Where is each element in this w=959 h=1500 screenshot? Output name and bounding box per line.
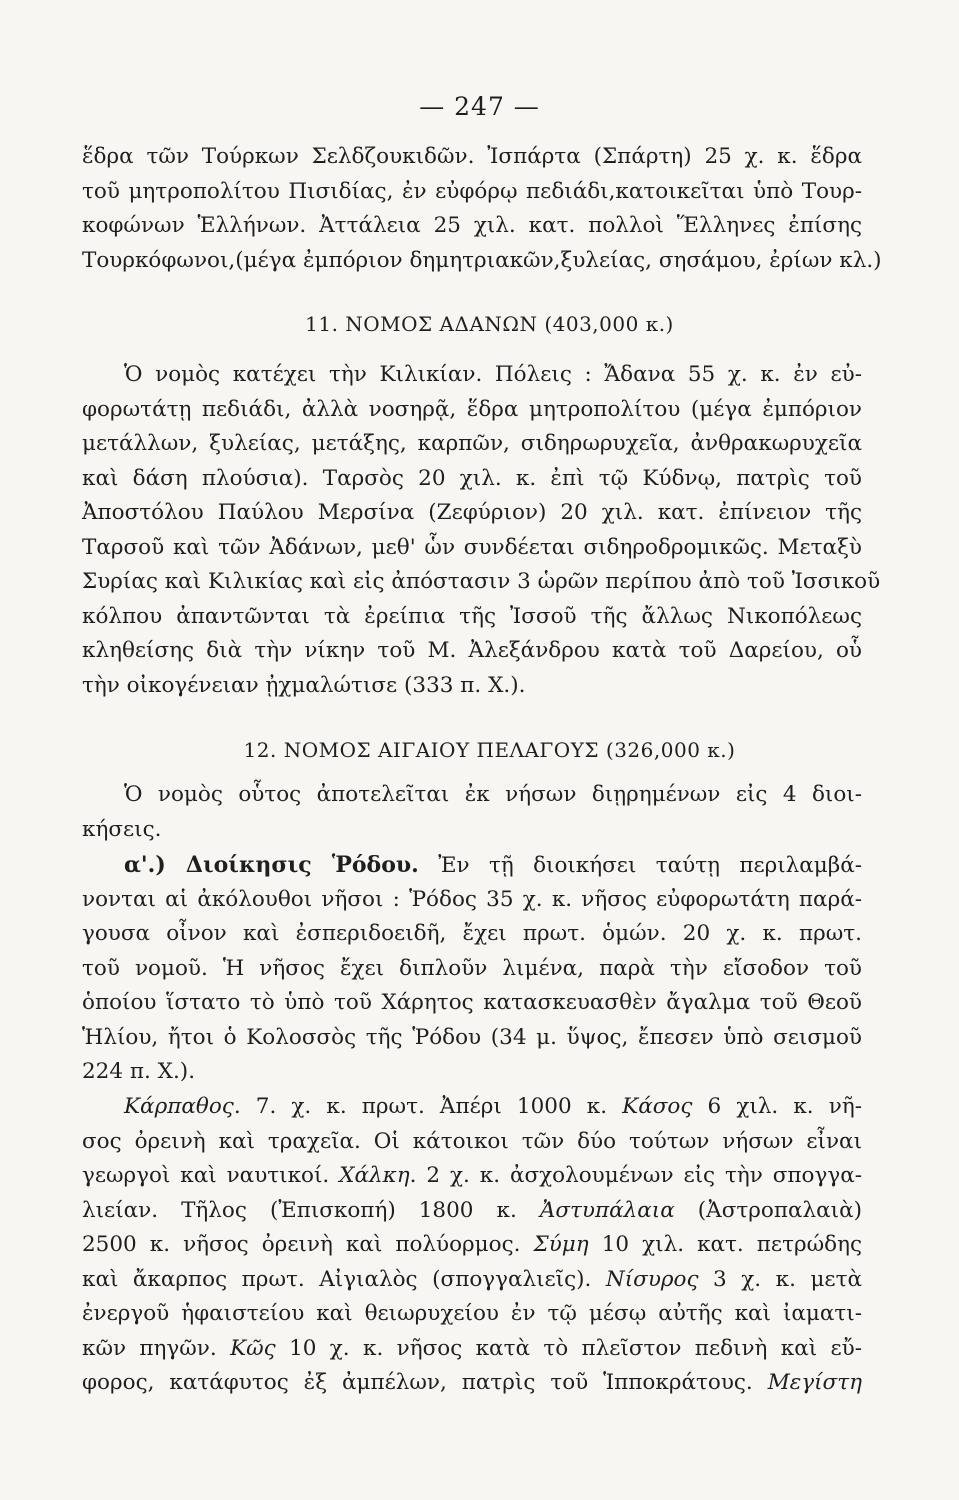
text-line [82,1366,862,1401]
island-name: Σύμη [533,1232,589,1257]
text-line [82,1228,862,1263]
text-line: Ταρσοῦ καὶ τῶν Ἀδάνων, μεθ' ὧν συνδέεται σιδηροδρομικῶς. Μεταξὺ [82,534,862,560]
text-span: γεωργοὶ καὶ ναυτικοί. [82,1163,340,1188]
text-span: (Ἀστροπαλαιὰ) [674,1197,862,1223]
text-line: ἐνεργοῦ ἡφαιστείου καὶ θειωρυχείου ἐν τῷ μέσῳ αὐτῆς καὶ ἰαματι- [82,1301,862,1326]
text-span: 3 χ. κ. μετὰ [698,1266,862,1292]
text-line: τὴν οἰκογένειαν ᾐχμαλώτισε (333 π. Χ.). [82,672,526,698]
text-line: Τουρκόφωνοι,(μέγα ἐμπόριον δημητριακῶν,ξυλείας, σησάμου, ἐρίων κλ.) [82,247,882,273]
paragraph-aegean-intro [82,778,862,847]
text-line: σος ὀρεινὴ καὶ τραχεῖα. Οἱ κάτοικοι τῶν δύο τούτων νήσων εἶναι [82,1128,862,1154]
text-line: Ἡλίου, ἤτοι ὁ Κολοσσὸς τῆς Ῥόδου (34 μ. ὕψος, ἔπεσεν ὑπὸ σεισμοῦ [82,1024,862,1050]
text-line: τοῦ μητροπολίτου Πισιδίας, ἐν εὐφόρῳ πεδιάδι,κατοικεῖται ὑπὸ Τουρ- [82,178,862,204]
section-heading-adana: 11. ΝΟΜΟΣ ΑΔΑΝΩΝ (403,000 κ.) [305,312,674,336]
text-line [82,1332,862,1367]
text-span: 6 χιλ. κ. νῆ- [692,1094,862,1119]
text-line: κληθείσης διὰ τὴν νίκην τοῦ Μ. Ἀλεξάνδρου κατὰ τοῦ Δαρείου, οὗ [82,638,862,663]
page-number: — 247 — [419,92,540,121]
subsection-heading-rhodes: α'.) Διοίκησις Ῥόδου. [124,852,419,878]
paragraph-adana [82,358,881,703]
text-line: μετάλλων, ξυλείας, μετάξης, καρπῶν, σιδηρωρυχεῖα, ἀνθρακωρυχεῖα [82,431,862,456]
text-line: 224 π. Χ.). [82,1059,196,1084]
text-line: φορωτάτῃ πεδιάδι, ἀλλὰ νοσηρᾷ, ἕδρα μητροπολίτου (μέγα ἐμπόριον [82,396,862,422]
paragraph-rhodes [82,848,862,1090]
island-name: Χάλκη [339,1163,410,1188]
text-span: λιείαν. Τῆλος (Ἐπισκοπή) 1800 κ. [82,1197,540,1223]
text-span: 2500 κ. νῆσος ὀρεινὴ καὶ πολύορμος. [82,1232,534,1257]
text-span: καὶ ἄκαρπος πρωτ. Αἰγιαλὸς (σπογγαλιεῖς). [82,1266,606,1292]
text-span: 10 χιλ. κατ. πετρώδης [588,1232,862,1257]
text-line: γουσα οἶνον καὶ ἐσπεριδοειδῆ, ἔχει πρωτ. ὁμών. 20 χ. κ. πρωτ. [82,921,862,946]
island-name: Κάρπαθος [124,1094,234,1119]
text-line: κόλπου ἀπαντῶνται τὰ ἐρείπια τῆς Ἰσσοῦ τῆς ἄλλως Νικοπόλεως [82,603,862,629]
text-span: Ἐν τῇ διοικήσει ταύτῃ περιλαμβά- [438,853,862,878]
text-span: . 7. χ. κ. πρωτ. Ἀπέρι 1000 κ. [233,1094,623,1119]
text-line: ἕδρα τῶν Τούρκων Σελδζουκιδῶν. Ἰσπάρτα (Σπάρτη) 25 χ. κ. ἕδρα [82,144,862,169]
island-name: Ἀστυπάλαια [539,1197,675,1223]
island-name: Μεγίστη [767,1370,862,1395]
text-line [82,1263,862,1298]
text-span: φορος, κατάφυτος ἐξ ἀμπέλων, πατρὶς τοῦ Ἱπποκράτους. [82,1370,768,1395]
island-name: Κάσος [622,1094,693,1119]
text-line: τοῦ νομοῦ. Ἡ νῆσος ἔχει διπλοῦν λιμένα, παρὰ τὴν εἴσοδον τοῦ [82,955,862,981]
text-span: κῶν πηγῶν. [82,1335,231,1361]
text-line [82,1159,862,1194]
section-heading-aegean: 12. ΝΟΜΟΣ ΑΙΓΑΙΟΥ ΠΕΛΑΓΟΥΣ (326,000 κ.) [243,738,736,762]
text-line [82,1194,862,1229]
text-line [82,848,862,883]
text-line [82,1090,862,1125]
text-line: νονται αἱ ἀκόλουθοι νῆσοι : Ῥόδος 35 χ. κ. νῆσος εὐφορωτάτη παρά- [82,886,862,912]
text-line: ὁποίου ἵστατο τὸ ὑπὸ τοῦ Χάρητος κατασκευασθὲν ἄγαλμα τοῦ Θεοῦ [82,990,862,1015]
text-line: Συρίας καὶ Κιλικίας καὶ εἰς ἀπόστασιν 3 ὡρῶν περίπου ἀπὸ τοῦ Ἰσσικοῦ [82,569,881,594]
text-span: . 2 χ. κ. ἀσχολουμένων εἰς τὴν σπογγα- [409,1163,862,1188]
island-name: Νίσυρος [605,1266,699,1292]
text-line: Ἀποστόλου Παύλου Μερσίνα (Ζεφύριον) 20 χιλ. κατ. ἐπίνειον τῆς [82,500,862,525]
paragraph-islands [82,1090,862,1401]
island-name: Κῶς [230,1335,276,1361]
text-line: κήσεις. [82,816,162,842]
text-line: κοφώνων Ἑλλήνων. Ἀττάλεια 25 χιλ. κατ. πολλοὶ Ἕλληνες ἐπίσης [82,213,862,238]
text-span: 10 χ. κ. νῆσος κατὰ τὸ πλεῖστον πεδινὴ καὶ εὔ- [275,1335,862,1361]
text-line: Ὁ νομὸς κατέχει τὴν Κιλικίαν. Πόλεις : Ἄδανα 55 χ. κ. ἐν εὐ- [124,362,862,387]
text-line: Ὁ νομὸς οὗτος ἀποτελεῖται ἐκ νήσων διῃρημένων εἰς 4 διοι- [124,782,862,807]
text-line: καὶ δάση πλούσια). Ταρσὸς 20 χιλ. κ. ἐπὶ τῷ Κύδνῳ, πατρὶς τοῦ [82,465,862,491]
paragraph-pisidia [82,140,882,278]
